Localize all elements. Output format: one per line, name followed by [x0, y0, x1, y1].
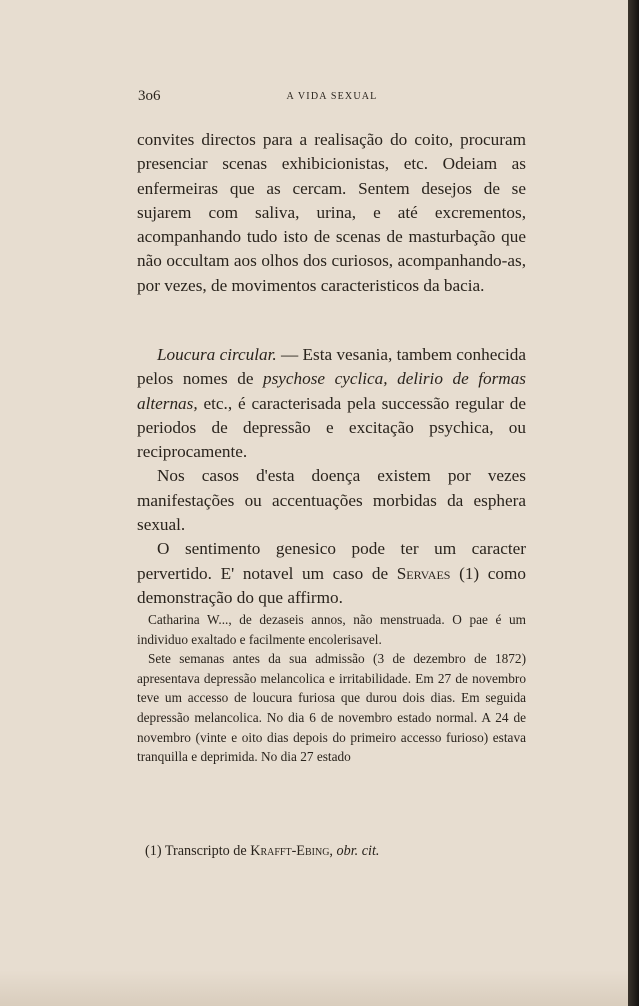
page-edge — [628, 0, 639, 1006]
case-paragraph-2: Sete semanas antes da sua admissão (3 de dezembro de 1872) apresentava depressão melancolica e irritabilidade. Em 27 de novembro teve um accesso de loucura furiosa que durou dois dias. Em seguida depressão melancolica. No dia 6 de novembro estado normal. A 24 de novembro (vinte e oito dias depois do primeiro accesso furioso) estava tranquilla e deprimida. No dia 27 estado — [137, 651, 526, 765]
footnote — [145, 842, 525, 860]
page-number: 3o6 — [138, 88, 161, 104]
case-paragraph-1: Catharina W..., de dezaseis annos, não menstruada. O pae é um individuo exaltado e facilmente encolerisavel. — [137, 612, 526, 647]
running-title: A VIDA SEXUAL — [286, 91, 378, 102]
footnote-text-b: , — [329, 843, 337, 859]
footnote-marker: (1) — [145, 843, 162, 859]
author-servaes: Servaes — [396, 563, 451, 583]
paragraph-continuation — [137, 128, 526, 298]
section-loucura-circular — [137, 343, 526, 610]
paragraph-2: Nos casos d'esta doença existem por vezes manifestações ou accentuações morbidas da esphera sexual. — [137, 466, 526, 535]
para3-text-b: (1) como demonstração do que affirmo. — [137, 563, 526, 607]
para3-text-a: O sentimento genesico pode ter um caracter pervertido. E' notavel um caso de — [137, 539, 526, 583]
footnote-reference: obr. cit. — [336, 843, 380, 859]
footnote-author: Krafft-Ebing — [250, 843, 330, 859]
paragraph-3 — [137, 537, 526, 610]
footnote-text-a: Transcripto de — [161, 843, 251, 859]
term-alternate-names: psychose cyclica, delirio de formas alternas, — [137, 369, 526, 413]
paragraph-text: convites directos para a realisação do coito, procuram presenciar scenas exhibicionistas, etc. Odeiam as enfermeiras que as cercam. Sentem desejos de se sujarem com saliva, urina, e até excrementos, acompanhando tudo isto de scenas de masturbação que não occultam aos olhos dos curiosos, acompanhando-as, por vezes, de movimentos caracteristicos da bacia. — [137, 130, 526, 295]
intro-text-a: — Esta vesania, tambem conhecida pelos nomes de — [137, 345, 526, 389]
running-header — [138, 88, 526, 110]
intro-text-b: etc., é caracterisada pela successão regular de periodos de depressão e excitação psychica, ou reciprocamente. — [137, 393, 526, 462]
section-intro-paragraph — [137, 343, 526, 464]
section-heading: Loucura circular. — [157, 345, 277, 364]
case-report — [137, 610, 526, 767]
